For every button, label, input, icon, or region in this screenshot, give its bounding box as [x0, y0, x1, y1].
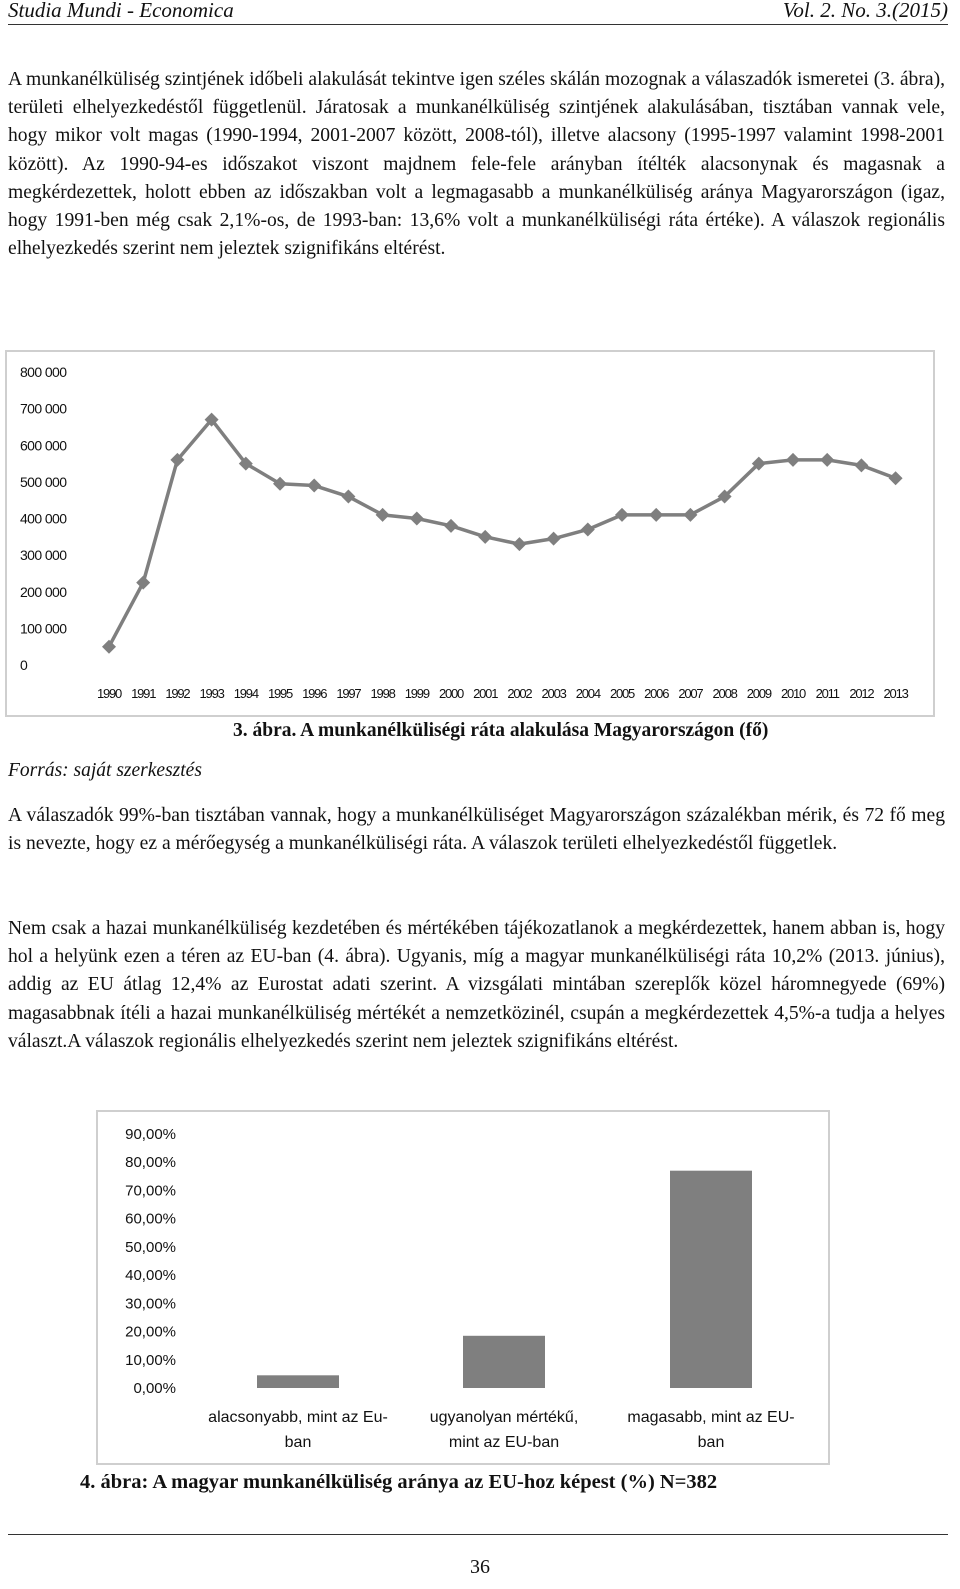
- y-tick-label: 600 000: [20, 437, 67, 454]
- data-point-marker: [102, 640, 116, 654]
- y-tick-label: 100 000: [20, 620, 67, 637]
- data-point-marker: [854, 458, 868, 472]
- x-tick-label: 1994: [233, 686, 258, 701]
- y-tick-label: 60,00%: [125, 1210, 176, 1228]
- x-tick-label: 2000: [438, 686, 464, 701]
- x-tick-label: 1998: [370, 686, 395, 701]
- paragraph-3: Nem csak a hazai munkanélküliség kezdetében és mértékében tájékozatlanok a megkérdezettek, hanem abban is, hogy hol a helyünk ezen a téren az EU-ban (4. ábra). Ugyanis, míg a magyar munkanélküliségi ráta 10,2% (2013. június), addig az EU átlag 12,4% az Eurostat adati szerint. A vizsgálati mintában szereplők közel háromnegyede (69%) magasabbnak ítéli a hazai munkanélküliség mértékét a nemzetközinél, csupán a megkérdezettek 4,5%-a tudja a helyes választ.A válaszok regionális elhelyezkedés szerint nem jeleztek szignifikáns eltérést.: [8, 918, 945, 1052]
- x-tick-label: 1991: [131, 686, 156, 701]
- category-label: ugyanolyan mértékű,: [429, 1409, 579, 1426]
- page-number: 36: [470, 1556, 490, 1578]
- data-point-marker: [376, 508, 390, 522]
- x-tick-label: 2006: [644, 686, 669, 701]
- y-tick-label: 30,00%: [125, 1295, 176, 1313]
- x-tick-label: 2012: [849, 686, 874, 701]
- figure-4-frame: [96, 1110, 830, 1465]
- footer-rule: [8, 1534, 948, 1535]
- data-point-marker: [512, 537, 526, 551]
- x-tick-label: 2011: [815, 686, 839, 701]
- data-point-marker: [786, 453, 800, 467]
- volume-info: Vol. 2. No. 3.(2015): [782, 0, 948, 22]
- category-label: ban: [284, 1434, 312, 1451]
- y-tick-label: 50,00%: [125, 1238, 176, 1256]
- bar: [463, 1336, 545, 1388]
- x-tick-label: 1992: [165, 686, 190, 701]
- bar-chart: [98, 1112, 828, 1463]
- x-tick-label: 2003: [541, 686, 566, 701]
- paragraph-2: A válaszadók 99%-ban tisztában vannak, hogy a munkanélküliséget Magyarországon százalékban mérik, és 72 fő meg is nevezte, hogy ez a mérőegység a munkanélküliségi ráta. A válaszok területi elhelyezkedéstől függetlek.: [8, 805, 945, 855]
- figure-3-source: Forrás: saját szerkesztés: [8, 760, 202, 781]
- category-label: alacsonyabb, mint az Eu-: [208, 1409, 388, 1426]
- x-tick-label: 2010: [780, 686, 806, 701]
- x-tick-label: 1995: [267, 686, 293, 701]
- data-point-marker: [889, 471, 903, 485]
- figure-3-frame: [5, 350, 935, 717]
- category-label: magasabb, mint az EU-: [627, 1409, 795, 1426]
- y-tick-label: 40,00%: [125, 1267, 176, 1285]
- data-point-marker: [820, 453, 834, 467]
- y-tick-label: 0,00%: [133, 1380, 176, 1397]
- y-tick-label: 0: [20, 657, 28, 673]
- data-point-marker: [649, 508, 663, 522]
- y-tick-label: 800 000: [20, 364, 67, 380]
- x-tick-label: 2007: [678, 686, 703, 701]
- y-tick-label: 20,00%: [125, 1323, 176, 1341]
- x-tick-label: 2008: [712, 686, 737, 701]
- x-tick-label: 2009: [746, 686, 771, 701]
- data-point-marker: [410, 512, 424, 526]
- category-label: mint az EU-ban: [448, 1434, 560, 1451]
- data-point-marker: [444, 519, 458, 533]
- series-line: [109, 420, 896, 647]
- running-header: [8, 0, 948, 25]
- data-point-marker: [683, 508, 697, 522]
- y-tick-label: 700 000: [20, 400, 67, 417]
- y-tick-label: 400 000: [20, 510, 67, 527]
- x-tick-label: 1990: [96, 686, 122, 701]
- y-tick-label: 90,00%: [125, 1126, 176, 1143]
- data-point-marker: [307, 479, 321, 493]
- data-point-marker: [478, 530, 492, 544]
- figure-4-caption: 4. ábra: A magyar munkanélküliség aránya az EU-hoz képest (%) N=382: [80, 1471, 718, 1493]
- y-tick-label: 200 000: [20, 583, 67, 600]
- x-tick-label: 2004: [575, 686, 600, 701]
- y-tick-label: 70,00%: [125, 1182, 176, 1200]
- data-point-marker: [547, 532, 561, 546]
- y-tick-label: 500 000: [20, 473, 67, 490]
- x-tick-label: 1999: [404, 686, 429, 701]
- data-point-marker: [615, 508, 629, 522]
- x-tick-label: 1997: [336, 686, 361, 701]
- category-label: ban: [697, 1434, 725, 1451]
- x-tick-label: 2002: [507, 686, 532, 701]
- x-tick-label: 2001: [473, 686, 498, 701]
- y-tick-label: 80,00%: [125, 1154, 176, 1172]
- x-tick-label: 2005: [609, 686, 635, 701]
- data-point-marker: [136, 576, 150, 590]
- data-point-marker: [341, 490, 355, 504]
- line-chart: [7, 352, 933, 715]
- bar: [257, 1375, 339, 1388]
- x-tick-label: 2013: [883, 686, 908, 701]
- y-tick-label: 10,00%: [125, 1351, 176, 1369]
- journal-name: Studia Mundi - Economica: [8, 0, 234, 22]
- x-tick-label: 1996: [302, 686, 327, 701]
- data-point-marker: [581, 522, 595, 536]
- paragraph-1: A munkanélküliség szintjének időbeli alakulását tekintve igen széles skálán mozognak a válaszadók ismeretei (3. ábra), területi elhelyezkedéstől függetlenül. Járatosak a munkanélküliség szintjének alakulásában, tisztában vannak vele, hogy mikor volt magas (1990-1994, 2001-2007 között, 2008-tól), illetve alacsony (1995-1997 valamint 1998-2001 között). Az 1990-94-es időszakot viszont majdnem fele-fele arányban ítélték alacsonynak és magasnak a megkérdezettek, holott ebben az időszakban volt a legmagasabb a munkanélküliség aránya Magyarországon (igaz, hogy 1991-ben még csak 2,1%-os, de 1993-ban: 13,6% volt a munkanélküliségi ráta értéke). A válaszok regionális elhelyezkedés szerint nem jeleztek szignifikáns eltérést.: [8, 69, 945, 260]
- y-tick-label: 300 000: [20, 547, 67, 564]
- x-tick-label: 1993: [199, 686, 224, 701]
- bar: [670, 1171, 752, 1388]
- figure-3-caption: 3. ábra. A munkanélküliségi ráta alakulása Magyarországon (fő): [233, 720, 769, 741]
